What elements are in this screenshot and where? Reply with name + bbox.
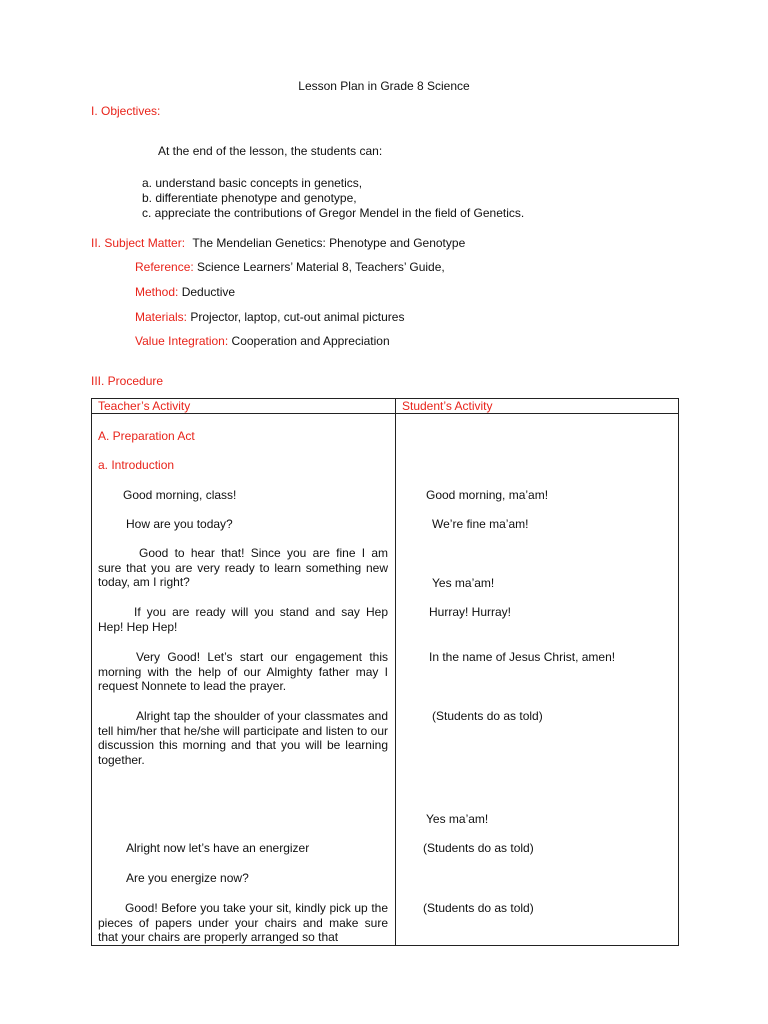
student-line: (Students do as told): [423, 841, 534, 855]
materials-value: Projector, laptop, cut-out animal pictures: [190, 310, 405, 324]
student-line: In the name of Jesus Christ, amen!: [429, 650, 616, 664]
student-line: Hurray! Hurray!: [429, 605, 512, 619]
procedure-table-header: [92, 399, 679, 414]
value-integration-label: Value Integration:: [135, 334, 229, 348]
reference-label: Reference:: [135, 260, 194, 274]
objective-item: c. appreciate the contributions of Gregor Mendel in the field of Genetics.: [142, 206, 525, 220]
teacher-paragraph: Good! Before you take your sit, kindly pick up the pieces of papers under your chairs and make sure that your chairs are properly arranged so that: [98, 901, 388, 945]
procedure-table-row: [92, 414, 679, 946]
procedure-heading: III. Procedure: [91, 374, 164, 388]
preparation-heading: A. Preparation Act: [98, 429, 195, 443]
materials-line: [135, 310, 404, 324]
student-line: Yes ma’am!: [426, 812, 489, 826]
value-integration-line: [135, 334, 390, 348]
teacher-column-header: Teacher’s Activity: [92, 399, 396, 414]
teacher-line: Alright now let’s have an energizer: [126, 841, 310, 855]
objectives-intro: At the end of the lesson, the students can:: [158, 144, 383, 158]
teacher-line: How are you today?: [126, 517, 233, 531]
teacher-paragraph: Alright tap the shoulder of your classmates and tell him/her that he/she will participate and listen to our discussion this morning and that you will be learning together.: [98, 709, 388, 768]
teacher-paragraph: Very Good! Let’s start our engagement this morning with the help of our Almighty father may I request Nonnete to lead the prayer.: [98, 650, 388, 694]
subject-matter-heading: II. Subject Matter:: [91, 236, 186, 250]
reference-line: [135, 260, 445, 274]
reference-value: Science Learners’ Material 8, Teachers’ Guide,: [197, 260, 445, 274]
teacher-activity-cell: [92, 414, 396, 946]
teacher-paragraph: If you are ready will you stand and say Hep Hep! Hep Hep!: [98, 605, 388, 634]
teacher-paragraph: Good to hear that! Since you are fine I am sure that you are very ready to learn something new today, am I right?: [98, 546, 388, 590]
student-line: Yes ma’am!: [432, 576, 495, 590]
method-value: Deductive: [181, 285, 236, 299]
student-line: (Students do as told): [432, 709, 543, 723]
procedure-table: [91, 398, 679, 946]
teacher-line: Good morning, class!: [123, 488, 237, 502]
materials-label: Materials:: [135, 310, 188, 324]
method-label: Method:: [135, 285, 179, 299]
document-title: Lesson Plan in Grade 8 Science: [298, 79, 470, 93]
value-integration-value: Cooperation and Appreciation: [231, 334, 390, 348]
student-line: We’re fine ma’am!: [432, 517, 529, 531]
introduction-heading: a. Introduction: [98, 458, 175, 472]
student-column-header: Student’s Activity: [396, 399, 679, 414]
objective-item: b. differentiate phenotype and genotype,: [142, 191, 357, 205]
student-line: (Students do as told): [423, 901, 534, 915]
student-line: Good morning, ma’am!: [426, 488, 549, 502]
objectives-heading: I. Objectives:: [91, 104, 161, 118]
method-line: [135, 285, 235, 299]
student-activity-cell: [396, 414, 679, 946]
teacher-line: Are you energize now?: [126, 871, 249, 885]
objective-item: a. understand basic concepts in genetics,: [142, 176, 363, 190]
subject-matter-value: The Mendelian Genetics: Phenotype and Genotype: [192, 236, 466, 250]
subject-matter-line: [91, 236, 465, 250]
